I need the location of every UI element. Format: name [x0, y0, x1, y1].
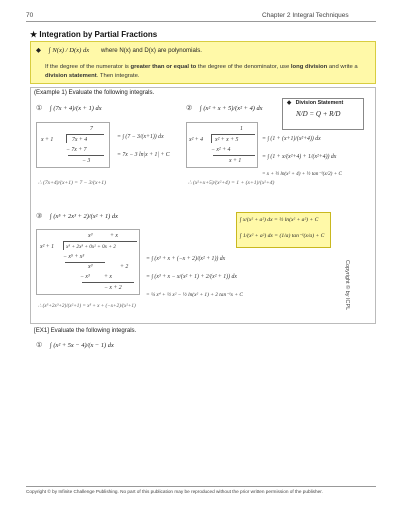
division-remainder: − 3 — [82, 158, 91, 164]
division-line: x³ — [88, 264, 93, 270]
solution-step: = x + ½ ln(x² + 4) + ½ tan⁻¹(x/2) + C — [262, 171, 342, 177]
division-subtract: − 7x + 7 — [66, 147, 87, 153]
division-rule — [82, 282, 134, 283]
example-label: (Example 1) Evaluate the following integrals. — [34, 89, 155, 96]
division-quotient: + x — [110, 233, 118, 239]
long-division-frame — [186, 122, 258, 168]
division-bracket — [211, 134, 212, 143]
problem-number: ① — [36, 105, 43, 112]
division-dividend: x² + x + 5 — [215, 137, 239, 143]
solution-step: = ∫ (1 + x/(x²+4) + 1/(x²+4)) dx — [262, 154, 337, 160]
division-result: ∴ (x⁵+2x³+2)/(x²+1) = x³ + x + (−x+2)/(x²+1) — [38, 303, 136, 309]
section-title: ★ Integration by Partial Fractions — [30, 30, 158, 39]
problem-number: ① — [36, 342, 43, 349]
solution-step: = ∫ (7 − 3/(x+1)) dx — [117, 134, 164, 140]
division-quotient: 1 — [240, 126, 243, 132]
division-dividend: 7x + 4 — [72, 137, 88, 143]
solution-step: = 7x − 3 ln|x + 1| + C — [117, 152, 170, 158]
division-subtract: − x⁵ + x³ — [63, 254, 85, 260]
concept-text-bold: greater than or equal to — [130, 64, 197, 70]
exercise-label: [EX1] Evaluate the following integrals. — [34, 327, 137, 334]
solution-step: = ¼ x⁴ + ½ x² − ½ ln(x² + 1) + 2 tan⁻¹x + C — [146, 292, 243, 298]
problem-expression: ∫ (7x + 4)/(x + 1) dx — [50, 105, 102, 112]
solution-step: = ∫ (1 + (x+1)/(x²+4)) dx — [262, 136, 321, 142]
problem-expression: ∫ (x² + x + 5)/(x² + 4) dx — [200, 105, 263, 112]
division-quotient: x³ — [88, 233, 93, 239]
side-copyright: Copyright © by ICPL — [344, 260, 350, 311]
division-rule — [65, 262, 105, 263]
division-statement-formula: N/D = Q + R/D — [296, 110, 341, 118]
division-remainder: x + 1 — [229, 158, 242, 164]
division-bracket — [63, 241, 64, 250]
formula-line: ∫ 1/(x² + a²) dx = (1/a) tan⁻¹(x/a) + C — [240, 233, 325, 239]
division-bracket — [66, 134, 67, 143]
division-rule — [213, 155, 255, 156]
formula-line: ∫ x/(x² + a²) dx = ½ ln(x² + a²) + C — [240, 217, 319, 223]
problem-number: ② — [186, 105, 193, 112]
division-remainder: − x + 2 — [104, 285, 122, 291]
concept-text-bold: long division — [290, 64, 328, 70]
concept-formula-note: where N(x) and D(x) are polynomials. — [101, 47, 202, 54]
division-divisor: x² + 4 — [189, 137, 204, 143]
solution-step: = ∫ (x³ + x − x/(x² + 1) + 2/(x² + 1)) dx — [146, 274, 237, 280]
division-divisor: x + 1 — [41, 137, 54, 143]
division-statement-label: Division Statement — [295, 100, 344, 106]
concept-text-part: the degree of the denominator, use — [196, 64, 291, 70]
solution-step: = ∫ (x³ + x + (−x + 2)/(x² + 1)) dx — [146, 256, 226, 262]
division-result: ∴ (7x+4)/(x+1) = 7 − 3/(x+1) — [38, 180, 106, 186]
division-subtract: − x³ — [80, 274, 90, 280]
concept-text-part: and write a — [327, 64, 358, 70]
concept-text-part: If the degree of the numerator is — [45, 64, 131, 70]
page-number: 70 — [26, 12, 34, 19]
division-subtract: − x² + 4 — [211, 147, 231, 153]
diamond-icon: ◆ — [287, 100, 292, 106]
division-rule — [68, 155, 104, 156]
chapter-header: Chapter 2 Integral Techniques — [262, 12, 349, 19]
concept-description — [45, 63, 367, 80]
footer-copyright: Copyright © by Infinite Challenge Publishing. No part of this publication may be reproduced without the prior written permission of the publisher. — [26, 489, 323, 494]
problem-number: ③ — [36, 213, 43, 220]
division-statement-title — [287, 100, 343, 106]
header-divider — [26, 21, 376, 22]
division-line: + 2 — [120, 264, 129, 270]
division-subtract: + x — [104, 274, 112, 280]
concept-formula-line — [36, 46, 202, 54]
concept-text-bold: division statement — [45, 72, 97, 79]
problem-expression: ∫ (x² + 5x − 4)/(x − 1) dx — [50, 342, 114, 349]
concept-formula: ∫ N(x) / D(x) dx — [48, 47, 90, 54]
division-result: ∴ (x²+x+5)/(x²+4) = 1 + (x+1)/(x²+4) — [188, 180, 275, 186]
problem-expression: ∫ (x⁵ + 2x³ + 2)/(x² + 1) dx — [50, 213, 118, 220]
footer-divider — [26, 486, 376, 487]
diamond-bullet-icon: ◆ — [36, 47, 42, 54]
division-bar — [63, 241, 137, 242]
division-dividend: x⁵ + 2x³ + 0x² + 0x + 2 — [66, 244, 116, 250]
division-quotient: 7 — [90, 126, 93, 132]
division-divisor: x² + 1 — [40, 244, 55, 250]
long-division-frame — [36, 122, 110, 168]
division-bar — [66, 134, 104, 135]
division-bar — [211, 134, 255, 135]
concept-text-part: . Then integrate. — [96, 72, 140, 79]
